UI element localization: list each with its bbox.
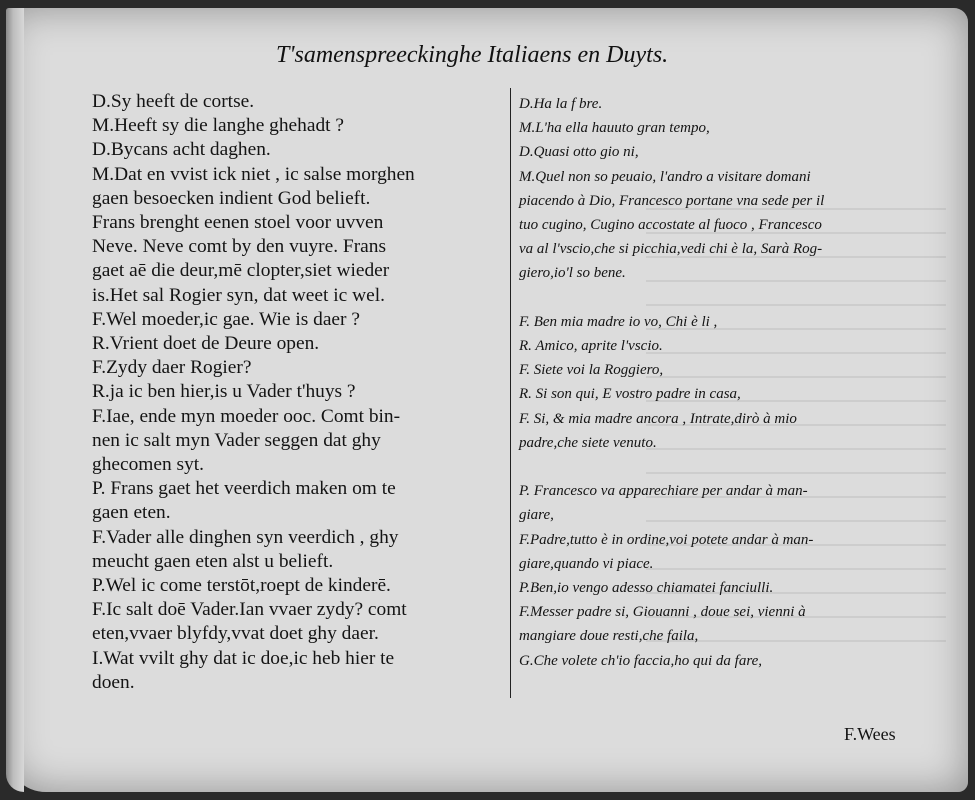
italian-line: F. Si, & mia madre ancora , Intrate,dirò à mio: [519, 410, 797, 427]
italian-line: giero,io'l so bene.: [519, 265, 626, 282]
italian-line: P. Francesco va apparechiare per andar à man-: [519, 483, 808, 500]
dutch-line: eten,vvaer blyfdy,vvat doet ghy daer.: [92, 623, 379, 645]
dutch-line: F.Ic salt doē Vader.Ian vvaer zydy? comt: [92, 599, 407, 621]
italian-line: [519, 455, 929, 479]
dutch-line: P. Frans gaet het veerdich maken om te: [92, 478, 396, 500]
italian-line: mangiare doue resti,che faila,: [519, 628, 699, 645]
dutch-line: is.Het sal Rogier syn, dat weet ic wel.: [92, 284, 385, 306]
italian-line: piacendo à Dio, Francesco portane vna sede per il: [519, 192, 825, 209]
italian-line: giare,quando vi piace.: [519, 555, 654, 572]
dutch-line: ghecomen syt.: [92, 454, 205, 476]
page-edge-shadow: [6, 8, 24, 792]
dutch-column: [92, 90, 506, 695]
dutch-line: gaen besoecken indient God belieft.: [92, 187, 371, 209]
italian-line: [519, 286, 929, 310]
dutch-line: Neve. Neve comt by den vuyre. Frans: [92, 236, 387, 258]
dutch-line: D.Bycans acht daghen.: [92, 139, 271, 161]
catchword: F.Wees: [844, 724, 896, 744]
italian-line: va al l'vscio,che si picchia,vedi chi è la, Sarà Rog-: [519, 241, 823, 258]
book-page: [6, 8, 968, 792]
dutch-line: F.Vader alle dinghen syn veerdich , ghy: [92, 526, 399, 548]
italian-line: F. Ben mia madre io vo, Chi è li ,: [519, 313, 718, 330]
dutch-line: doen.: [92, 671, 135, 693]
italian-line: D.Quasi otto gio ni,: [519, 144, 639, 161]
italian-line: D.Ha la f bre.: [519, 96, 603, 112]
dutch-line: F.Zydy daer Rogier?: [92, 357, 252, 379]
dutch-line: Frans brenght eenen stoel voor uvven: [92, 212, 384, 234]
dutch-line: F.Iae, ende myn moeder ooc. Comt bin-: [92, 405, 401, 427]
italian-line: R. Amico, aprite l'vscio.: [519, 338, 663, 355]
italian-line: P.Ben,io vengo adesso chiamatei fanciulli.: [519, 580, 774, 597]
dutch-line: M.Heeft sy die langhe ghehadt ?: [92, 115, 344, 137]
dutch-line: D.Sy heeft de cortse.: [92, 91, 255, 112]
dutch-line: R.Vrient doet de Deure open.: [92, 333, 320, 355]
italian-line: G.Che volete ch'io faccia,ho qui da fare,: [519, 652, 763, 669]
italian-line: F. Siete voi la Roggiero,: [519, 362, 664, 379]
dutch-line: I.Wat vvilt ghy dat ic doe,ic heb hier te: [92, 647, 395, 669]
italian-line: tuo cugino, Cugino accostate al fuoco , Francesco: [519, 217, 822, 234]
dutch-line: gaet aē die deur,mē clopter,siet wieder: [92, 260, 390, 282]
column-divider: [510, 88, 511, 698]
italian-line: padre,che siete venuto.: [519, 434, 657, 451]
italian-line: M.L'ha ella hauuto gran tempo,: [519, 120, 710, 137]
italian-line: F.Messer padre si, Giouanni , doue sei, vienni à: [519, 604, 806, 621]
dutch-line: gaen eten.: [92, 502, 171, 524]
dutch-line: M.Dat en vvist ick niet , ic salse morghen: [92, 163, 415, 185]
dutch-line: P.Wel ic come terstōt,roept de kinderē.: [92, 575, 391, 597]
italian-line: F.Padre,tutto è in ordine,voi potete andar à man-: [519, 531, 814, 548]
italian-column: [519, 92, 929, 673]
italian-line: M.Quel non so peuaio, l'andro a visitare domani: [519, 168, 811, 185]
dutch-line: F.Wel moeder,ic gae. Wie is daer ?: [92, 308, 360, 330]
running-head: T'samenspreeckinghe Italiaens en Duyts.: [276, 42, 669, 68]
dutch-line: nen ic salt myn Vader seggen dat ghy: [92, 429, 381, 451]
italian-line: R. Si son qui, E vostro padre in casa,: [519, 386, 741, 403]
dutch-line: R.ja ic ben hier,is u Vader t'huys ?: [92, 381, 356, 403]
italian-line: giare,: [519, 507, 554, 524]
dutch-line: meucht gaen eten alst u belieft.: [92, 550, 334, 572]
